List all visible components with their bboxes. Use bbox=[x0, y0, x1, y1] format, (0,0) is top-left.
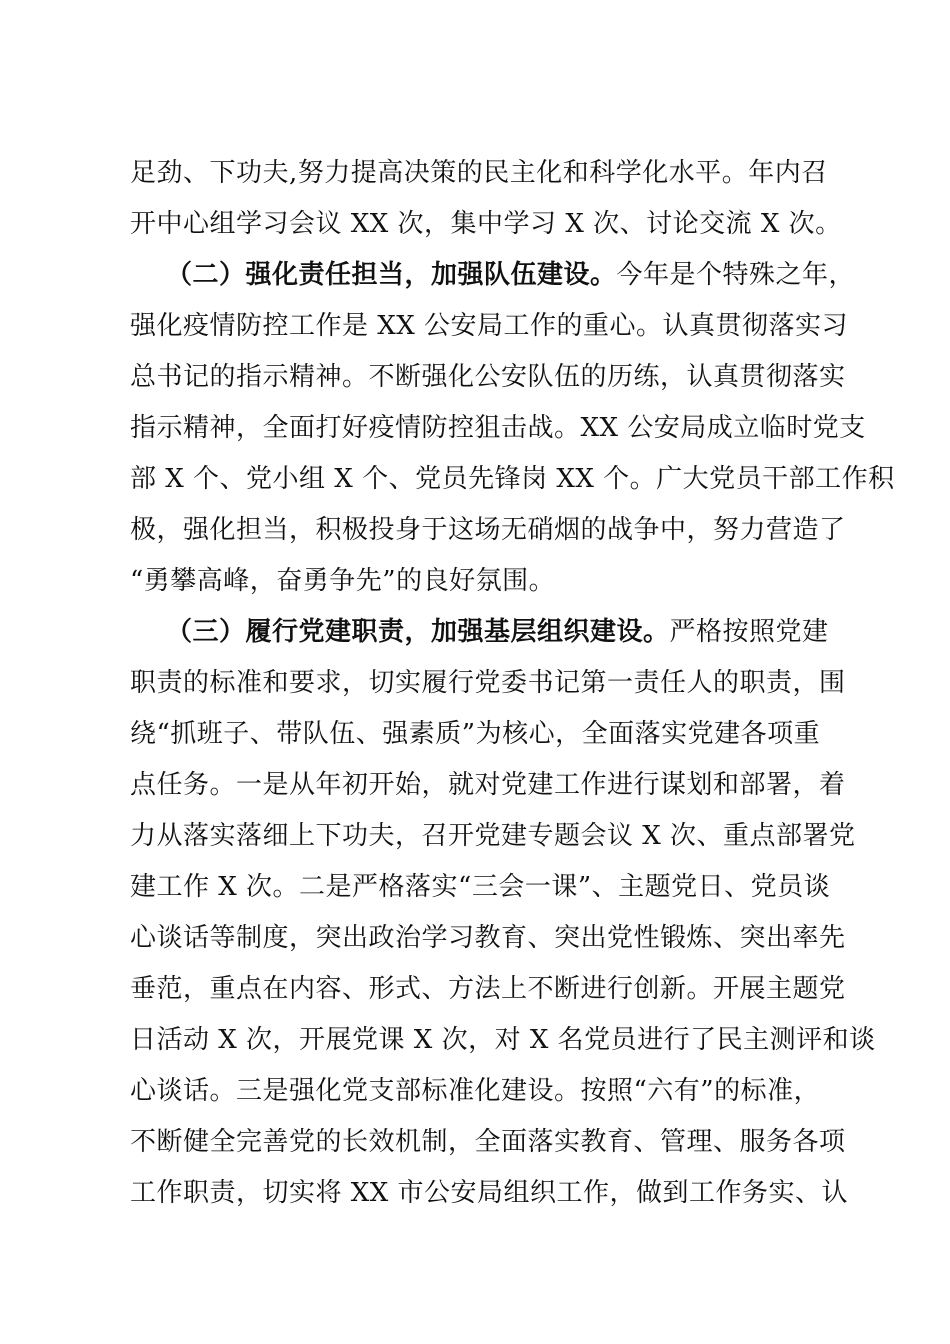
paragraph-3-line-9: 日活动 X 次，开展党课 X 次，对 X 名党员进行了民主测评和谈 bbox=[130, 1025, 876, 1055]
paragraph-3-line-6: 建工作 X 次。二是严格落实“三会一课”、主题党日、党员谈 bbox=[130, 872, 831, 902]
section-heading-3: （三）履行党建职责，加强基层组织建设。 bbox=[166, 617, 670, 647]
section-heading-2: （二）强化责任担当，加强队伍建设。 bbox=[166, 260, 617, 290]
paragraph-2-first-line bbox=[166, 249, 855, 301]
paragraph-1-line-1: 足劲、下功夫,努力提高决策的民主化和科学化水平。年内召 bbox=[130, 158, 828, 188]
paragraph-2-line-2: 强化疫情防控工作是 XX 公安局工作的重心。认真贯彻落实习 bbox=[130, 311, 849, 341]
paragraph-2-first-line-text: 今年是个特殊之年， bbox=[616, 260, 856, 290]
paragraph-2-line-5: 部 X 个、党小组 X 个、党员先锋岗 XX 个。广大党员干部工作积 bbox=[130, 464, 895, 494]
paragraph-3-line-10: 心谈话。三是强化党支部标准化建设。按照“六有”的标准， bbox=[130, 1076, 821, 1106]
paragraph-3-line-11: 不断健全完善党的长效机制，全面落实教育、管理、服务各项 bbox=[130, 1127, 846, 1157]
paragraph-2-line-7: “勇攀高峰，奋勇争先”的良好氛围。 bbox=[130, 566, 556, 596]
paragraph-3-line-3: 绕“抓班子、带队伍、强素质”为核心，全面落实党建各项重 bbox=[130, 719, 821, 749]
paragraph-1-line-2: 开中心组学习会议 XX 次，集中学习 X 次、讨论交流 X 次。 bbox=[130, 209, 842, 239]
paragraph-3-first-line bbox=[166, 606, 829, 658]
paragraph-2-line-4: 指示精神，全面打好疫情防控狙击战。XX 公安局成立临时党支 bbox=[130, 413, 866, 443]
paragraph-3-line-8: 垂范，重点在内容、形式、方法上不断进行创新。开展主题党 bbox=[130, 974, 846, 1004]
paragraph-2-line-3: 总书记的指示精神。不断强化公安队伍的历练，认真贯彻落实 bbox=[130, 362, 846, 392]
paragraph-3-line-4: 点任务。一是从年初开始，就对党建工作进行谋划和部署，着 bbox=[130, 770, 846, 800]
paragraph-3-line-12: 工作职责，切实将 XX 市公安局组织工作，做到工作务实、认 bbox=[130, 1178, 849, 1208]
paragraph-3-line-2: 职责的标准和要求，切实履行党委书记第一责任人的职责，围 bbox=[130, 668, 846, 698]
paragraph-3-first-line-text: 严格按照党建 bbox=[669, 617, 829, 647]
paragraph-2-line-6: 极，强化担当，积极投身于这场无硝烟的战争中，努力营造了 bbox=[130, 515, 846, 545]
paragraph-3-line-5: 力从落实落细上下功夫，召开党建专题会议 X 次、重点部署党 bbox=[130, 821, 856, 851]
paragraph-3-line-7: 心谈话等制度，突出政治学习教育、突出党性锻炼、突出率先 bbox=[130, 923, 846, 953]
